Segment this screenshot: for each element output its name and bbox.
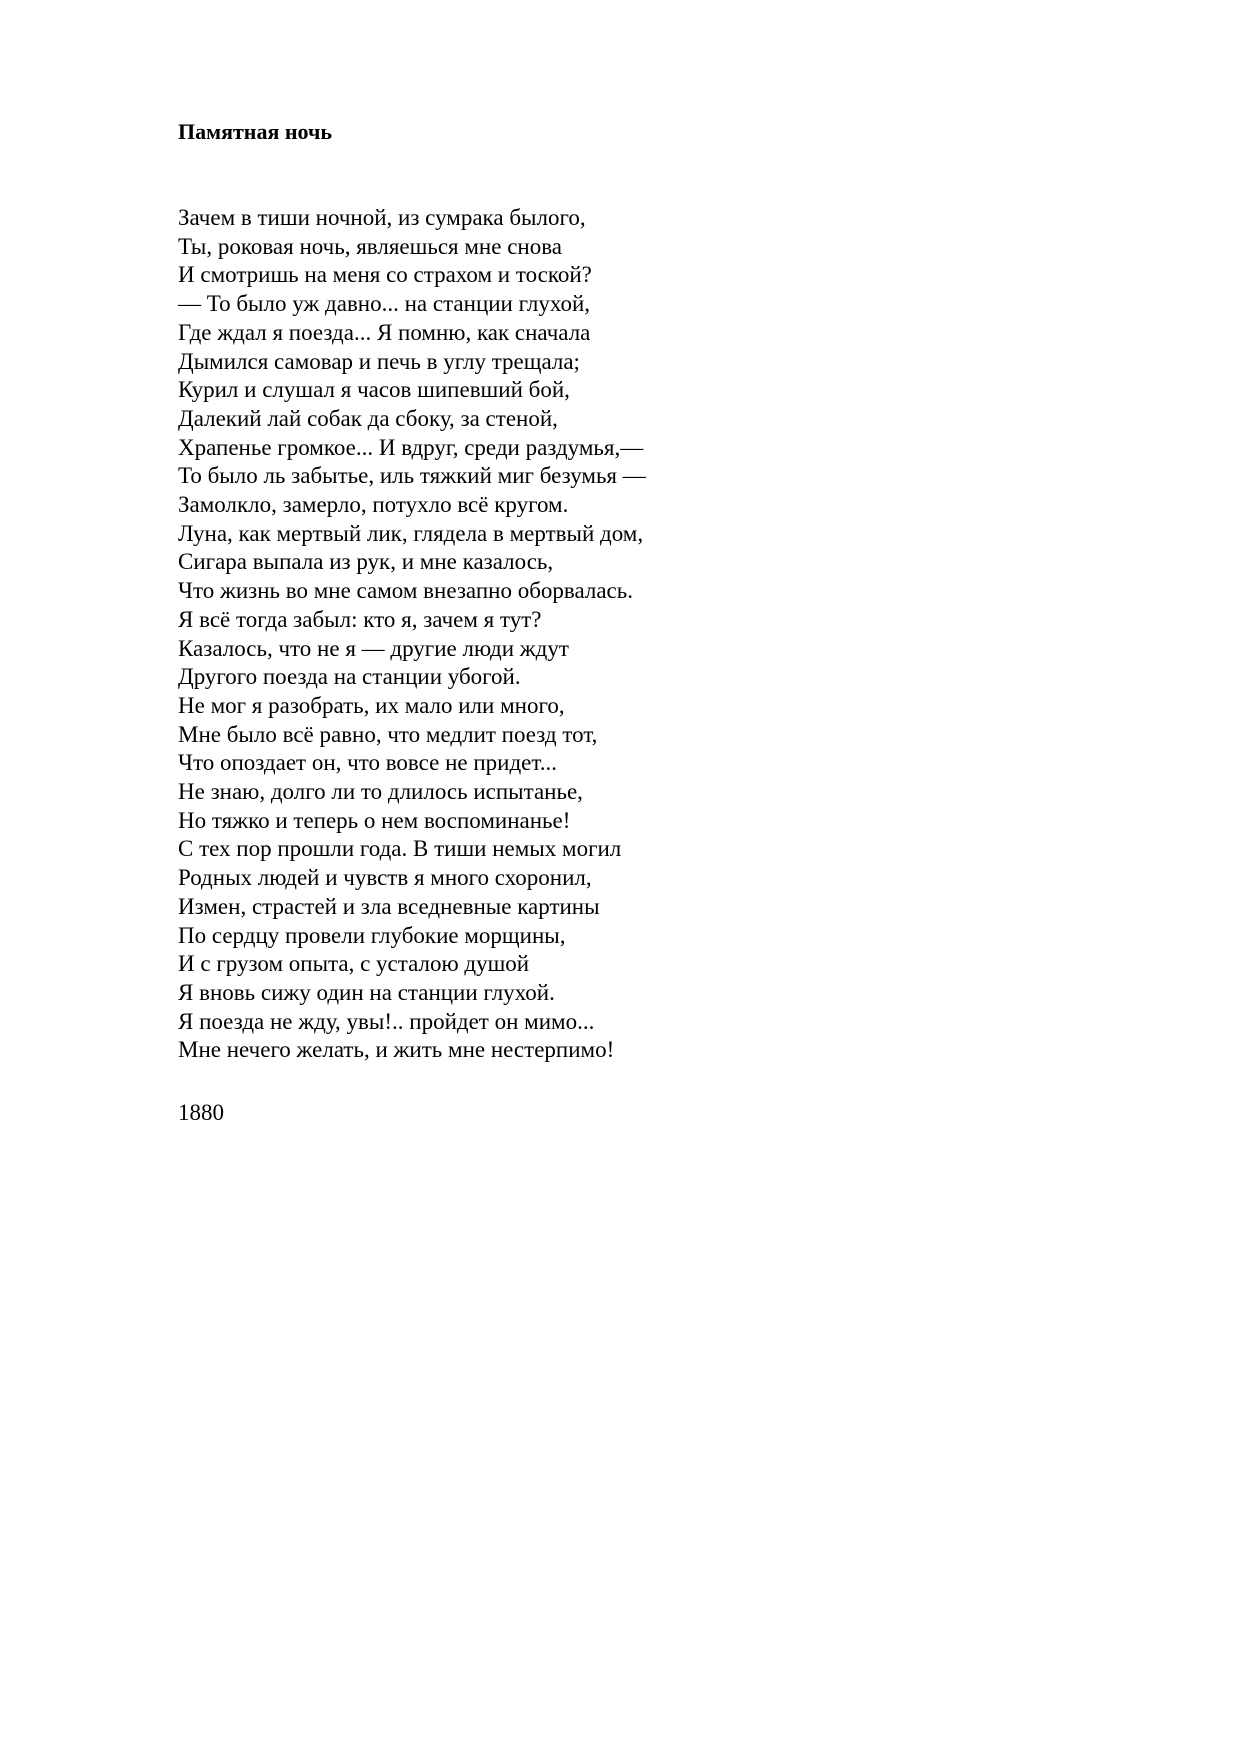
poem-line: Другого поезда на станции убогой. — [178, 664, 521, 690]
poem-line: Луна, как мертвый лик, глядела в мертвый дом, — [178, 520, 644, 546]
poem-line: Мне было всё равно, что медлит поезд тот, — [178, 721, 598, 747]
poem-line: Далекий лай собак да сбоку, за стеной, — [178, 405, 558, 431]
poem-year: 1880 — [178, 1100, 224, 1125]
poem-line: — То было уж давно... на станции глухой, — [178, 291, 591, 317]
poem-line: Храпенье громкое... И вдруг, среди раздумья,— — [178, 434, 644, 460]
poem-line: И смотришь на меня со страхом и тоской? — [178, 262, 592, 288]
poem-line: Курил и слушал я часов шипевший бой, — [178, 377, 570, 403]
poem-line: Родных людей и чувств я много схоронил, — [178, 865, 592, 891]
poem-line: Я поезда не жду, увы!.. пройдет он мимо... — [178, 1008, 595, 1034]
poem-line: Где ждал я поезда... Я помню, как сначала — [178, 319, 591, 345]
poem-body — [178, 204, 646, 1065]
poem-line: Не мог я разобрать, их мало или много, — [178, 692, 565, 718]
poem-line: Что опоздает он, что вовсе не придет... — [178, 750, 557, 776]
poem-line: Зачем в тиши ночной, из сумрака былого, — [178, 205, 586, 230]
poem-line: Измен, страстей и зла вседневные картины — [178, 893, 600, 919]
poem-line: Замолкло, замерло, потухло всё кругом. — [178, 492, 569, 518]
poem-line: Казалось, что не я — другие люди ждут — [178, 635, 569, 661]
poem-line: Я всё тогда забыл: кто я, зачем я тут? — [178, 606, 542, 632]
poem-line: То было ль забытье, иль тяжкий миг безумья — — [178, 463, 646, 489]
poem-line: Я вновь сижу один на станции глухой. — [178, 979, 555, 1005]
poem-line: Мне нечего желать, и жить мне нестерпимо! — [178, 1037, 615, 1063]
poem-line: Дымился самовар и печь в углу трещала; — [178, 348, 580, 374]
poem-line: С тех пор прошли года. В тиши немых могил — [178, 836, 622, 862]
poem-line: Ты, роковая ночь, являешься мне снова — [178, 233, 562, 259]
poem-line: Что жизнь во мне самом внезапно оборвалась. — [178, 578, 633, 604]
poem-line: Но тяжко и теперь о нем воспоминанье! — [178, 807, 571, 833]
poem-line: Сигара выпала из рук, и мне казалось, — [178, 549, 554, 575]
poem-title: Памятная ночь — [178, 119, 333, 144]
poem-line: По сердцу провели глубокие морщины, — [178, 922, 566, 948]
poem-line: И с грузом опыта, с усталою душой — [178, 951, 530, 977]
poem-line: Не знаю, долго ли то длилось испытанье, — [178, 779, 583, 805]
